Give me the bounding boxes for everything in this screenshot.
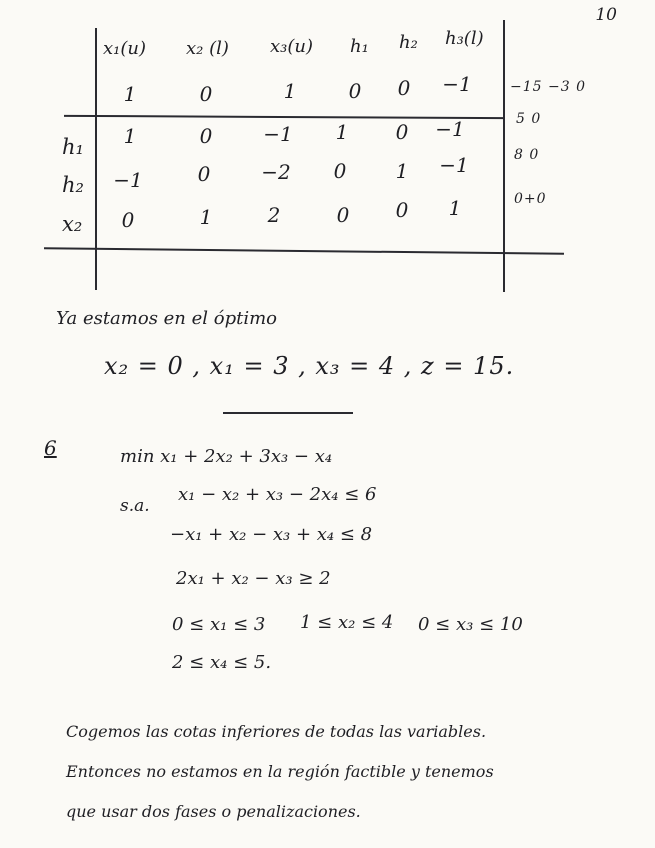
problem-objective: min x₁ + 2x₂ + 3x₃ − x₄ bbox=[120, 446, 333, 467]
header-x3: x₃(u) bbox=[270, 36, 314, 57]
bound-x4: 2 ≤ x₄ ≤ 5. bbox=[172, 652, 272, 673]
header-x1: x₁(u) bbox=[103, 38, 147, 59]
header-h2: h₂ bbox=[399, 32, 418, 53]
paragraph-line-2: Entonces no estamos en la región factible y tenemos bbox=[66, 762, 494, 781]
subject-to-label: s.a. bbox=[120, 496, 150, 516]
x2-cell: 0 bbox=[395, 198, 409, 222]
row-label-x2: x₂ bbox=[62, 212, 83, 236]
h2-cell: −2 bbox=[261, 160, 291, 184]
tableau-left-line bbox=[95, 28, 97, 290]
bound-x2: 1 ≤ x₂ ≤ 4 bbox=[300, 612, 394, 633]
constraint-3: 2x₁ + x₂ − x₃ ≥ 2 bbox=[176, 568, 331, 589]
header-h1: h₁ bbox=[350, 36, 369, 57]
header-h3: h₃(l) bbox=[445, 28, 484, 49]
h2-cell: 0 bbox=[197, 162, 211, 186]
header-x2: x₂ (l) bbox=[186, 38, 229, 59]
h2-cell: −1 bbox=[113, 168, 143, 192]
x2-rhs: 0+0 bbox=[514, 191, 547, 207]
x2-cell: 2 bbox=[267, 203, 281, 227]
constraint-2: −x₁ + x₂ − x₃ + x₄ ≤ 8 bbox=[170, 524, 373, 545]
h2-rhs: 8 0 bbox=[514, 147, 540, 163]
bound-x3: 0 ≤ x₃ ≤ 10 bbox=[418, 614, 523, 635]
h1-cell: −1 bbox=[435, 117, 465, 141]
zrow-cell: 1 bbox=[123, 82, 137, 106]
x2-cell: 0 bbox=[121, 208, 135, 232]
zrow-rhs: −15 −3 0 bbox=[510, 79, 586, 95]
constraint-1: x₁ − x₂ + x₃ − 2x₄ ≤ 6 bbox=[178, 484, 377, 505]
zrow-cell: −1 bbox=[442, 72, 472, 96]
h1-cell: 0 bbox=[395, 120, 409, 144]
h1-cell: 0 bbox=[199, 124, 213, 148]
zrow-cell: 0 bbox=[348, 79, 362, 103]
optimal-solution: x₂ = 0 , x₁ = 3 , x₃ = 4 , z = 15. bbox=[104, 352, 515, 380]
h1-cell: 1 bbox=[335, 120, 349, 144]
h1-rhs: 5 0 bbox=[516, 111, 542, 127]
tableau-bottom-line bbox=[44, 247, 564, 254]
optimal-statement: Ya estamos en el óptimo bbox=[56, 308, 278, 329]
h1-cell: −1 bbox=[263, 122, 293, 146]
x2-cell: 1 bbox=[448, 196, 462, 220]
paragraph-line-1: Cogemos las cotas inferiores de todas las variables. bbox=[66, 722, 487, 741]
row-label-h2: h₂ bbox=[62, 173, 84, 197]
zrow-cell: 0 bbox=[397, 76, 411, 100]
problem-number: 6 bbox=[44, 436, 57, 460]
zrow-cell: 1 bbox=[283, 79, 297, 103]
h2-cell: 0 bbox=[333, 159, 347, 183]
row-label-h1: h₁ bbox=[62, 135, 84, 159]
bound-x1: 0 ≤ x₁ ≤ 3 bbox=[172, 614, 266, 635]
h2-cell: −1 bbox=[439, 153, 469, 177]
h1-cell: 1 bbox=[123, 124, 137, 148]
x2-cell: 1 bbox=[199, 205, 213, 229]
section-divider bbox=[223, 412, 353, 414]
zrow-cell: 0 bbox=[199, 82, 213, 106]
x2-cell: 0 bbox=[336, 203, 350, 227]
paragraph-line-3: que usar dos fases o penalizaciones. bbox=[66, 802, 361, 821]
h2-cell: 1 bbox=[395, 159, 409, 183]
page-number: 10 bbox=[595, 5, 617, 25]
